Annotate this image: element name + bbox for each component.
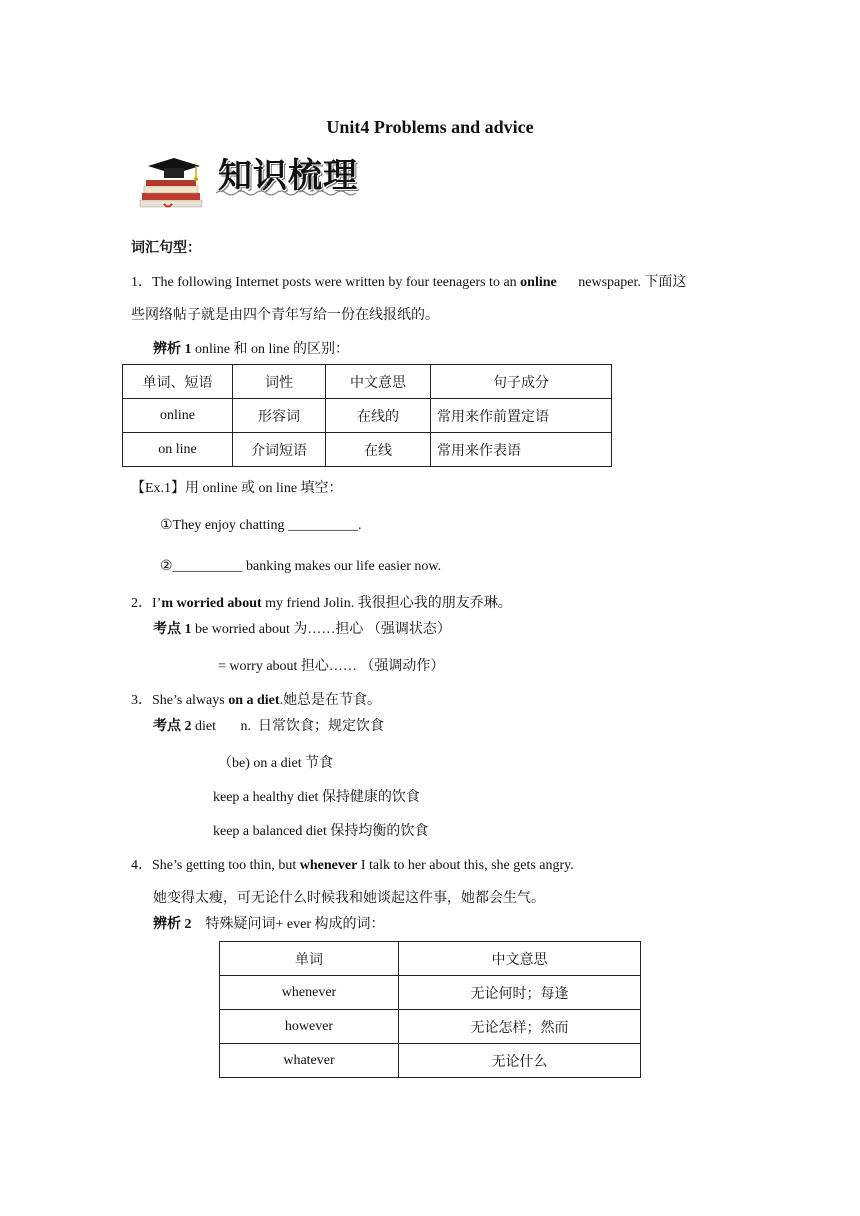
table-cell: 形容词 (233, 399, 326, 433)
note-label: 考点 2 (153, 719, 192, 734)
note-text: diet n. 日常饮食；规定饮食 (191, 719, 384, 734)
table-cell: 在线 (326, 433, 431, 467)
table-cell: 常用来作前置定语 (431, 399, 612, 433)
note-label: 辨析 2 (153, 917, 192, 932)
item-number: 2． (131, 596, 152, 611)
phrase-line: keep a balanced diet 保持均衡的饮食 (213, 824, 429, 839)
wavy-underline (216, 189, 356, 197)
page-title: Unit4 Problems and advice (326, 117, 534, 137)
note-label: 辨析 1 (153, 342, 192, 357)
comparison-table-2 (219, 941, 641, 1078)
sentence-text: She’s getting too thin, but (152, 858, 300, 873)
table-row (220, 1044, 641, 1078)
sentence-text: The following Internet posts were written by four teenagers to an (152, 275, 521, 290)
table-header-cell: 单词、短语 (123, 365, 233, 399)
note-label: 考点 1 (153, 622, 192, 637)
table-cell: 介词短语 (233, 433, 326, 467)
table-header-row (220, 942, 641, 976)
table-cell: whatever (220, 1044, 399, 1078)
table-row (123, 399, 612, 433)
table-row (220, 1010, 641, 1044)
table-cell: however (220, 1010, 399, 1044)
key-phrase: m worried about (161, 596, 262, 611)
sentence-text: newspaper. 下面这 (578, 275, 687, 290)
table-cell: 常用来作表语 (431, 433, 612, 467)
phrase-line: （be) on a diet 节食 (218, 756, 334, 771)
table-header-cell: 中文意思 (326, 365, 431, 399)
table-row (220, 976, 641, 1010)
item4-line1 (131, 854, 574, 874)
section-label: 词汇句型： (131, 241, 201, 256)
sentence-text: my friend Jolin. 我很担心我的朋友乔琳。 (261, 596, 512, 611)
phrase-line: keep a healthy diet 保持健康的饮食 (213, 790, 420, 805)
item-number: 4． (131, 858, 152, 873)
table-row (123, 433, 612, 467)
translation-line: 她变得太瘦，可无论什么时候我和她谈起这件事，她都会生气。 (153, 891, 545, 906)
table-cell: online (123, 399, 233, 433)
exercise-question: ②__________ banking makes our life easier now. (160, 559, 442, 574)
key-phrase: on a diet (228, 693, 280, 708)
sentence-text: I talk to her about this, she gets angry. (357, 858, 574, 873)
table-cell: whenever (220, 976, 399, 1010)
exercise-question: ①They enjoy chatting __________. (160, 518, 362, 533)
exercise-label: 【Ex.1】用 online 或 on line 填空： (131, 481, 343, 496)
item-number: 3． (131, 693, 152, 708)
note-line (153, 618, 451, 638)
sentence-text: She’s always (152, 693, 229, 708)
table-header-cell: 词性 (233, 365, 326, 399)
note-text: be worried about 为……担心 （强调状态） (191, 622, 451, 637)
sentence-text: .她总是在节食。 (279, 693, 382, 708)
note-text: online 和 on line 的区别： (191, 342, 349, 357)
key-phrase: online (520, 275, 557, 290)
table-cell: on line (123, 433, 233, 467)
table-cell: 无论怎样；然而 (399, 1010, 641, 1044)
table-header-row (123, 365, 612, 399)
note-line (153, 338, 349, 358)
comparison-table-1 (122, 364, 612, 467)
sentence-text: I’ (152, 596, 162, 611)
table-header-cell: 中文意思 (399, 942, 641, 976)
key-phrase: whenever (299, 858, 358, 873)
table-header-cell: 句子成分 (431, 365, 612, 399)
item3-line1 (131, 689, 381, 709)
note-line: = worry about 担心…… （强调动作） (218, 659, 445, 674)
table-cell: 无论何时；每逢 (399, 976, 641, 1010)
graduation-cap-books-icon (134, 156, 206, 210)
banner-heading: 知识梳理 (218, 156, 358, 196)
item2-line1 (131, 592, 512, 612)
note-line (153, 715, 384, 735)
item-number: 1． (131, 275, 152, 290)
note-line (153, 913, 385, 933)
table-cell: 在线的 (326, 399, 431, 433)
table-header-cell: 单词 (220, 942, 399, 976)
translation-line: 些网络帖子就是由四个青年写给一份在线报纸的。 (131, 308, 439, 323)
item1-line1 (131, 271, 686, 291)
note-text: 特殊疑问词+ ever 构成的词： (191, 917, 385, 932)
table-cell: 无论什么 (399, 1044, 641, 1078)
